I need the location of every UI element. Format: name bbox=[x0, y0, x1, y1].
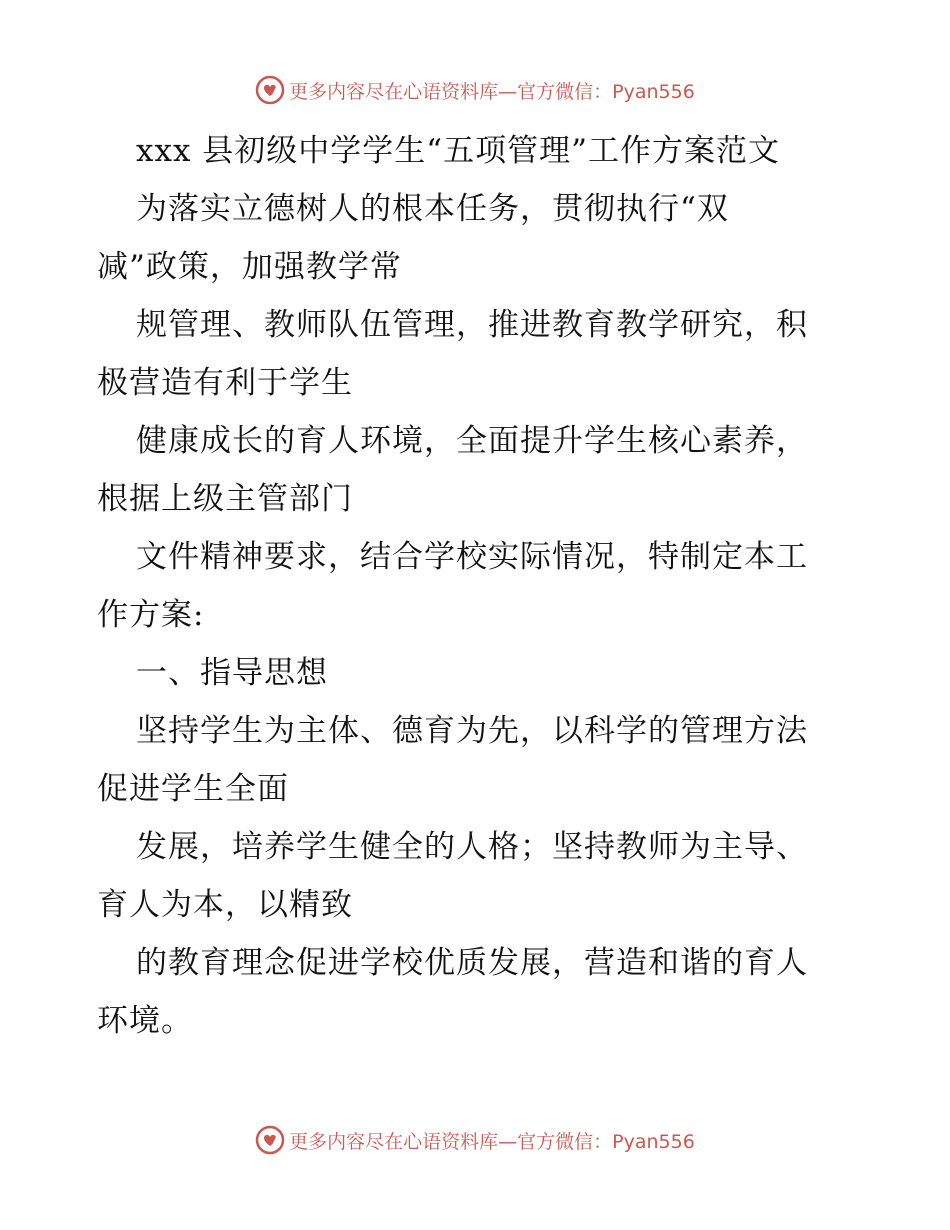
paragraph-line: 促进学生全面 bbox=[97, 771, 289, 807]
paragraph-line: 为落实立德树人的根本任务，贯彻执行“双 bbox=[136, 191, 729, 227]
header-banner bbox=[0, 70, 950, 110]
banner-brand-text: 更多内容尽在心语资料库 bbox=[289, 1130, 499, 1153]
paragraph-line: 根据上级主管部门 bbox=[97, 481, 353, 517]
paragraph-line: 坚持学生为主体、德育为先，以科学的管理方法 bbox=[136, 713, 808, 749]
banner-brand-text: 更多内容尽在心语资料库 bbox=[289, 80, 499, 103]
paragraph-line: 规管理、教师队伍管理，推进教育教学研究，积 bbox=[136, 307, 808, 343]
banner-wechat-text: 官方微信：Pyan556 bbox=[517, 1130, 695, 1153]
paragraph-line: 发展，培养学生健全的人格；坚持教师为主导、 bbox=[136, 829, 808, 865]
paragraph-line: 育人为本，以精致 bbox=[97, 887, 353, 923]
banner-separator: — bbox=[498, 1130, 518, 1153]
footer-banner bbox=[0, 1120, 950, 1160]
paragraph-line: 作方案: bbox=[97, 597, 205, 633]
section-heading: 一、指导思想 bbox=[136, 655, 328, 691]
banner-wechat-text: 官方微信：Pyan556 bbox=[517, 80, 695, 103]
paragraph-line: 减”政策，加强教学常 bbox=[97, 249, 402, 285]
paragraph-line: 文件精神要求，结合学校实际情况，特制定本工 bbox=[136, 539, 808, 575]
banner-text bbox=[289, 1127, 695, 1154]
paragraph-line: 极营造有利于学生 bbox=[97, 365, 353, 401]
heart-pen-logo-icon bbox=[255, 75, 285, 105]
banner-text bbox=[289, 77, 695, 104]
paragraph-line: 健康成长的育人环境，全面提升学生核心素养， bbox=[136, 423, 808, 459]
document-body bbox=[97, 122, 857, 1050]
banner-separator: — bbox=[498, 80, 518, 103]
paragraph-line: 环境。 bbox=[97, 1003, 193, 1039]
paragraph-line: 的教育理念促进学校优质发展，营造和谐的育人 bbox=[136, 945, 808, 981]
document-title: xxx 县初级中学学生“五项管理”工作方案范文 bbox=[136, 133, 780, 169]
heart-pen-logo-icon bbox=[255, 1125, 285, 1155]
